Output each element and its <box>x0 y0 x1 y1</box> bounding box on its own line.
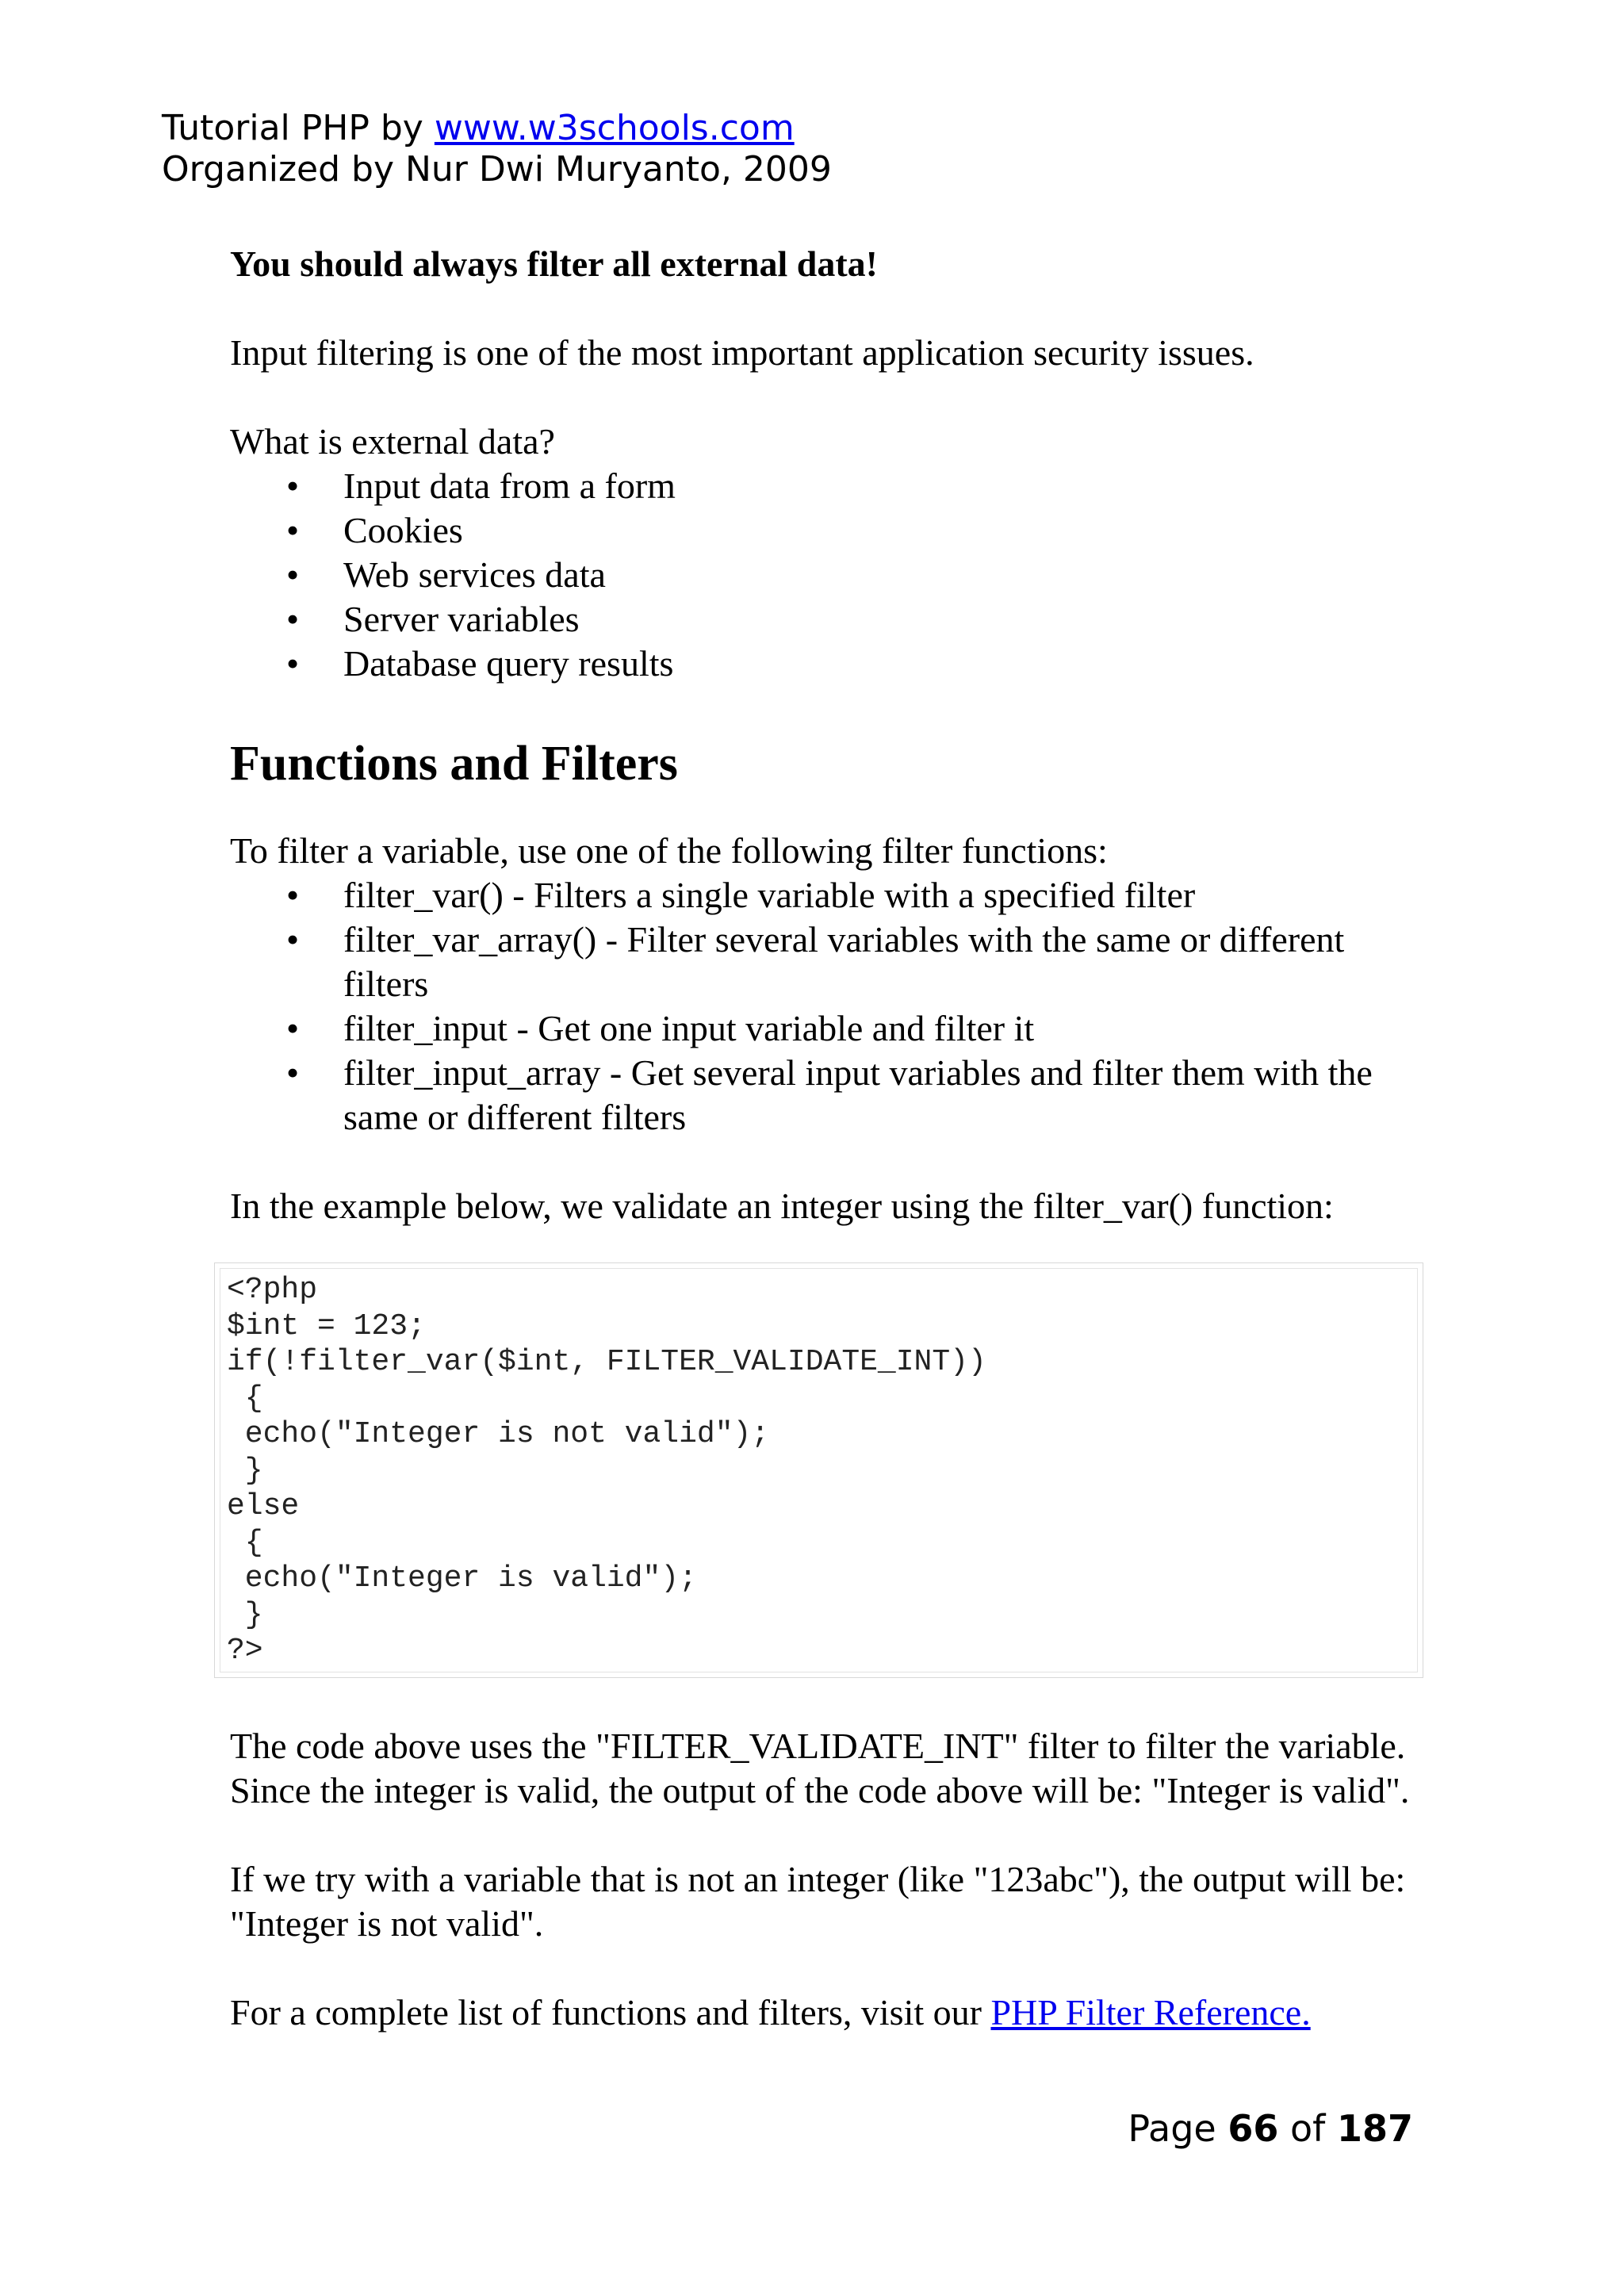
code-line: } <box>227 1453 263 1488</box>
code-line: $int = 123; <box>227 1308 426 1343</box>
page-header <box>162 108 832 190</box>
filter-functions-lead: To filter a variable, use one of the following filter functions: <box>230 830 1108 871</box>
importance-text: Input filtering is one of the most important application security issues. <box>230 332 1254 373</box>
w3schools-link[interactable]: www.w3schools.com <box>434 108 795 148</box>
explanation-content <box>230 1724 1435 2035</box>
header-prefix: Tutorial PHP by <box>162 108 435 148</box>
explanation-paragraph-3 <box>230 1990 1435 2035</box>
code-line: <?php <box>227 1273 318 1307</box>
page-word: Page <box>1128 2107 1216 2150</box>
main-content <box>230 242 1435 1228</box>
code-line: else <box>227 1489 300 1523</box>
explanation-paragraph-1: The code above uses the "FILTER_VALIDATE_INT" filter to filter the variable. Since the integer is valid, the output of the code above will be: "Integer is valid". <box>230 1726 1410 1810</box>
page-footer <box>1128 2106 1413 2151</box>
code-line: echo("Integer is valid"); <box>227 1561 697 1596</box>
code-line: } <box>227 1597 263 1632</box>
code-line: { <box>227 1381 263 1416</box>
filter-functions-list <box>230 873 1435 1140</box>
of-word: of <box>1290 2107 1326 2150</box>
total-pages: 187 <box>1336 2107 1413 2150</box>
list-item: • filter_input - Get one input variable and filter it <box>343 1006 1435 1051</box>
code-example <box>214 1262 1423 1678</box>
list-item: • filter_input_array - Get several input variables and filter them with the same or different filters <box>343 1051 1435 1140</box>
example-lead: In the example below, we validate an integer using the filter_var() function: <box>230 1186 1334 1226</box>
code-line: ?> <box>227 1634 263 1668</box>
page-number: 66 <box>1228 2107 1279 2150</box>
external-data-question: What is external data? <box>230 421 555 462</box>
list-item: • Server variables <box>343 597 1435 642</box>
external-data-list <box>230 464 1435 686</box>
header-line-2: Organized by Nur Dwi Muryanto, 2009 <box>162 149 832 190</box>
php-filter-reference-link[interactable]: PHP Filter Reference. <box>990 1992 1311 2033</box>
code-line: { <box>227 1525 263 1560</box>
list-item: • Web services data <box>343 553 1435 597</box>
list-item: • filter_var() - Filters a single variable with a specified filter <box>343 873 1435 918</box>
list-item: • filter_var_array() - Filter several variables with the same or different filters <box>343 918 1435 1006</box>
bold-statement: You should always filter all external data! <box>230 243 878 284</box>
code-line: if(!filter_var($int, FILTER_VALIDATE_INT)) <box>227 1345 986 1379</box>
explanation-paragraph-2: If we try with a variable that is not an integer (like "123abc"), the output will be: "Integer is not valid". <box>230 1859 1406 1944</box>
list-item: • Database query results <box>343 642 1435 686</box>
header-line-1 <box>162 108 832 149</box>
code-block <box>220 1268 1418 1672</box>
list-item: • Input data from a form <box>343 464 1435 508</box>
code-line: echo("Integer is not valid"); <box>227 1417 770 1451</box>
list-item: • Cookies <box>343 508 1435 553</box>
section-heading: Functions and Filters <box>230 737 678 791</box>
reference-prefix: For a complete list of functions and filters, visit our <box>230 1992 991 2033</box>
